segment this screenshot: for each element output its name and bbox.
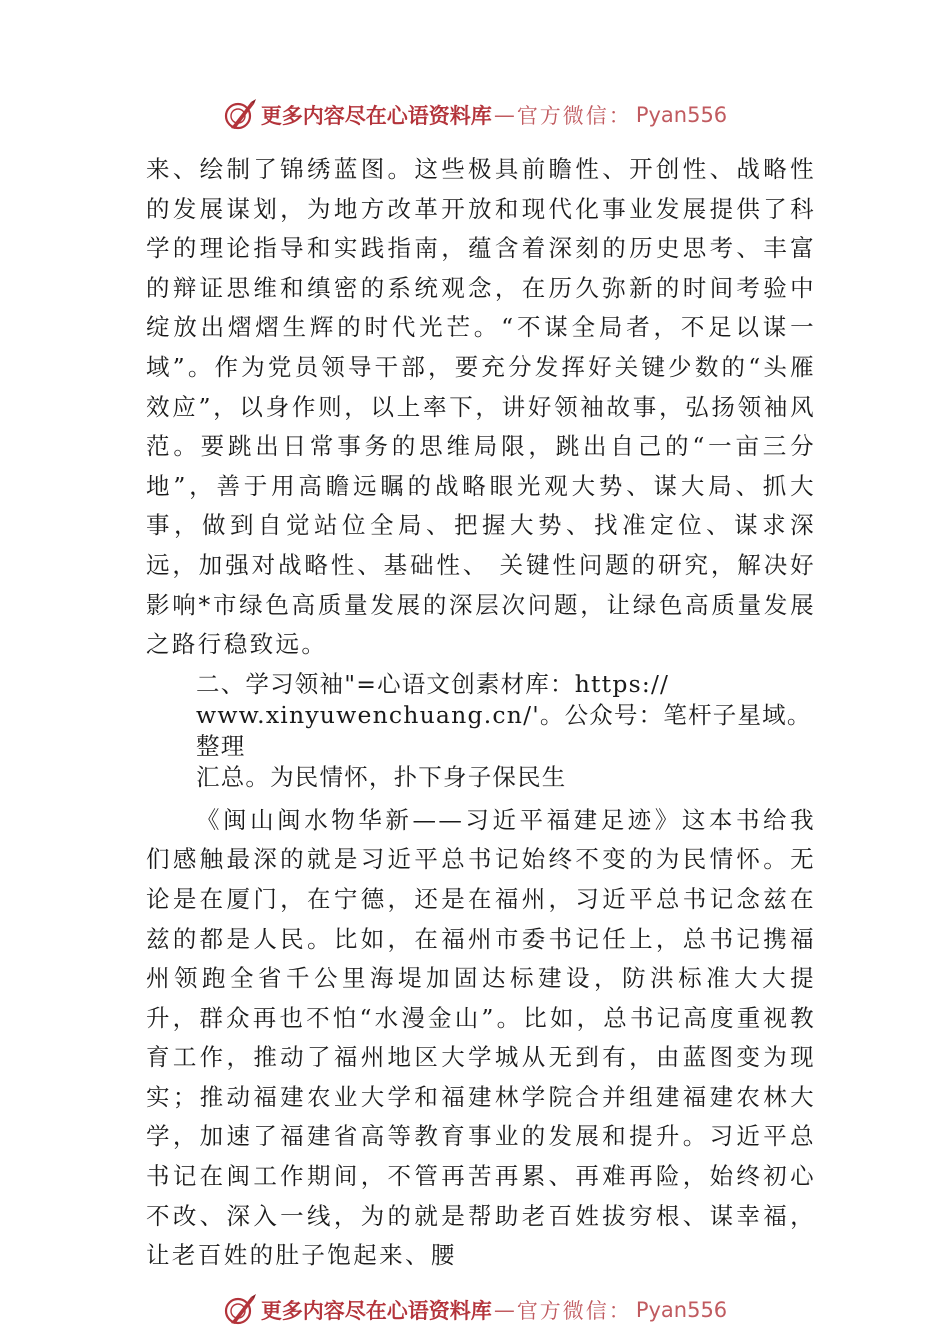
section-heading-part-1: 二、学习领袖"=心语文创素材库：https:// [196, 669, 670, 698]
footer-banner-text: 更多内容尽在心语资料库 [260, 1298, 492, 1323]
footer-banner-wechat-label: 官方微信： [516, 1299, 632, 1323]
footer-banner [0, 1290, 950, 1330]
body-paragraph-1: 来、绘制了锦绣蓝图。这些极具前瞻性、开创性、战略性的发展谋划，为地方改革开放和现代化事业发展提供了科学的理论指导和实践指南，蕴含着深刻的历史思考、丰富的辩证思维和缜密的系统观念，在历久弥新的时间考验中绽放出熠熠生辉的时代光芒。“不谋全局者，不足以谋一域”。作为党员领导干部，要充分发挥好关键少数的“头雁效应”，以身作则，以上率下，讲好领袖故事，弘扬领袖风范。要跳出日常事务的思维局限，跳出自己的“一亩三分地”，善于用高瞻远瞩的战略眼光观大势、谋大局、抓大事，做到自觉站位全局、把握大势、找准定位、谋求深远，加强对战略性、基础性、 关键性问题的研究，解决好影响*市绿色高质量发展的深层次问题，让绿色高质量发展之路行稳致远。 [146, 155, 816, 659]
footer-banner-wechat-id: Pyan556 [635, 1298, 728, 1322]
banner-wechat-id: Pyan556 [635, 103, 728, 127]
footer-banner-separator: — [493, 1298, 515, 1322]
section-heading-part-2: www.xinyuwenchuang.cn/'。公众号：笔杆子星域。整理 [196, 700, 812, 760]
banner-separator: — [493, 103, 515, 127]
section-heading-part-3: 汇总。为民情怀，扑下身子保民生 [196, 762, 567, 791]
section-heading [196, 669, 816, 793]
header-banner [0, 95, 950, 135]
banner-wechat-label: 官方微信： [516, 104, 632, 128]
body-paragraph-2: 《闽山闽水物华新——习近平福建足迹》这本书给我们感触最深的就是习近平总书记始终不变的为民情怀。无论是在厦门，在宁德，还是在福州，习近平总书记念兹在兹的都是人民。比如，在福州市委书记任上，总书记携福州领跑全省千公里海堤加固达标建设，防洪标准大大提升，群众再也不怕“水漫金山”。比如，总书记高度重视教育工作，推动了福州地区大学城从无到有，由蓝图变为现实；推动福建农业大学和福建林学院合并组建福建农林大学，加速了福建省高等教育事业的发展和提升。习近平总书记在闽工作期间，不管再苦再累、再难再险，始终初心不改、深入一线，为的就是帮助老百姓拔穷根、谋幸福，让老百姓的肚子饱起来、腰 [146, 805, 816, 1270]
document-body [146, 150, 816, 1276]
quill-pen-seal-icon [223, 1293, 257, 1327]
quill-pen-seal-icon [223, 98, 257, 132]
banner-text: 更多内容尽在心语资料库 [260, 103, 492, 128]
